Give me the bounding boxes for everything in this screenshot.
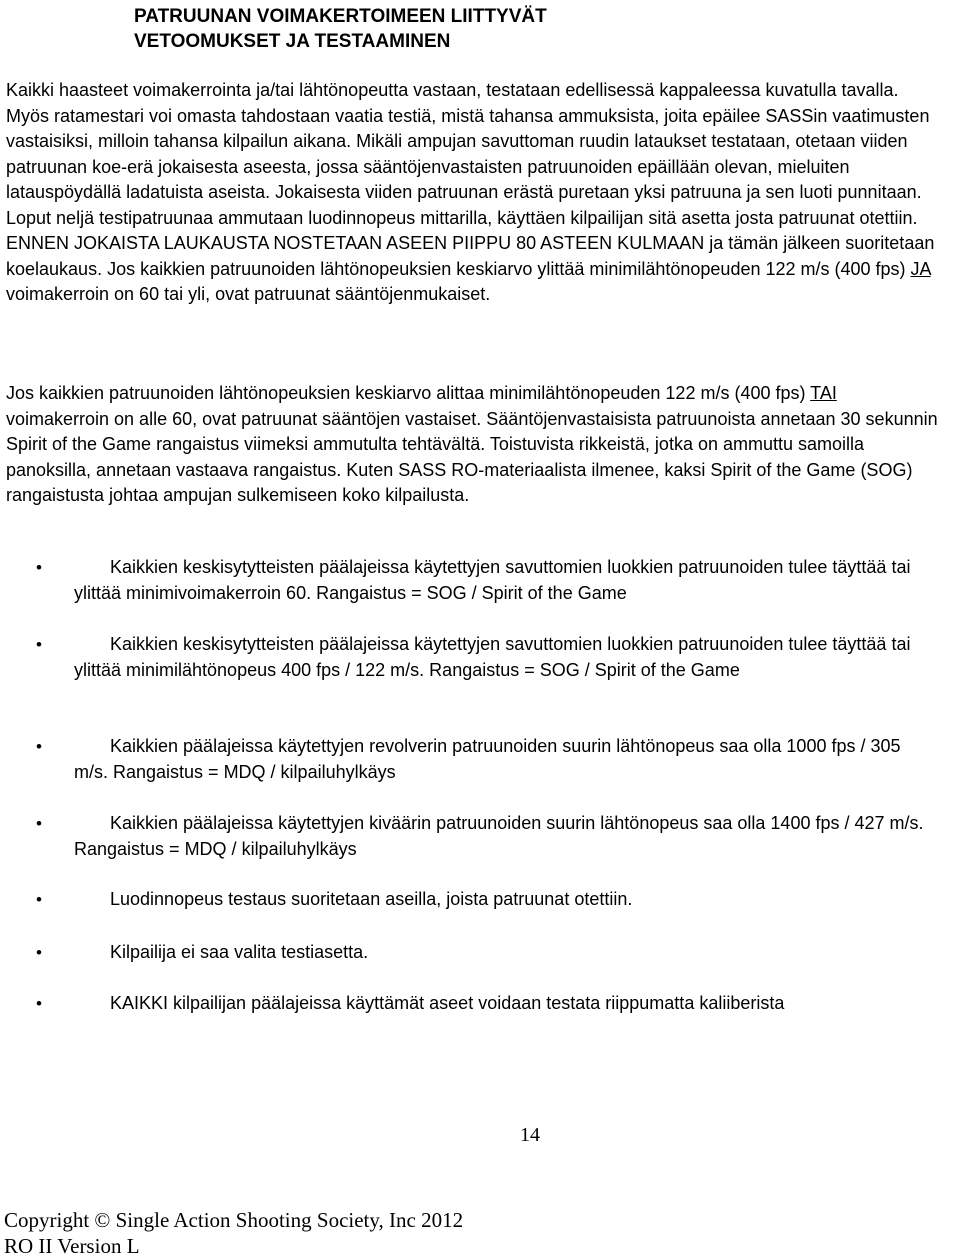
testing-procedure-paragraph (6, 78, 941, 308)
copyright-text: Copyright © Single Action Shooting Society, Inc 2012 (4, 1208, 464, 1232)
bullet-icon: • (36, 737, 42, 756)
penalty-paragraph (6, 381, 941, 509)
bullet-icon: • (36, 635, 42, 654)
title-line-1: PATRUUNAN VOIMAKERTOIMEEN LIITTYVÄT (134, 6, 547, 27)
paragraph1-text-a: Kaikki haasteet voimakerrointa ja/tai lähtönopeutta vastaan, testataan edellisessä kappaleessa kuvatulla tavalla. Myös ratamestari voi omasta tahdostaan vaatia testiä, mistä tahansa ammuksista, joita epäilee SASSin vaatimusten vastaisiksi, milloin tahansa kilpailun aikana. Mikäli ampujan savuttoman ruudin lataukset testataan, otetaan viiden patruunan koe-erä jokaisesta aseesta, jossa sääntöjenvastaisten patruunoiden epäillään olevan, mieluiten latauspöydällä ladatuista aseista. Jokaisesta viiden patruunan erästä puretaan yksi patruuna ja sen luoti punnitaan. Loput neljä testipatruunaa ammutaan luodinnopeus mittarilla, käyttäen kilpailijan sitä asetta josta patruunat otettiin. ENNEN JOKAISTA LAUKAUSTA NOSTETAAN ASEEN PIIPPU 80 ASTEEN KULMAAN ja tämän jälkeen suoritetaan koelaukaus. Jos kaikkien patruunoiden lähtönopeuksien keskiarvo ylittää minimilähtönopeuden 122 m/s (400 fps) (6, 80, 935, 279)
paragraph2-emphasis: TAI (810, 383, 837, 403)
page-number: 14 (520, 1124, 540, 1146)
version-text: RO II Version L (4, 1234, 140, 1258)
footer (4, 1207, 463, 1259)
paragraph2-text-a: Jos kaikkien patruunoiden lähtönopeuksien keskiarvo alittaa minimilähtönopeuden 122 m/s (400 fps) (6, 383, 811, 403)
bullet-icon: • (36, 890, 42, 909)
title-line-2: VETOOMUKSET JA TESTAAMINEN (134, 31, 451, 52)
paragraph2-text-b: voimakerroin on alle 60, ovat patruunat sääntöjen vastaiset. Sääntöjenvastaisista patruunoista annetaan 30 sekunnin Spirit of the Game rangaistus viimeksi ammutulta tehtävältä. Toistuvista rikkeistä, jotka on ammuttu samoilla panoksilla, annetaan vastaava rangaistus. Kuten SASS RO-materiaalista ilmenee, kaksi Spirit of the Game (SOG) rangaistusta johtaa ampujan sulkemiseen koko kilpailusta. (6, 408, 938, 505)
bullet-icon: • (36, 994, 42, 1013)
rule-text: Kaikkien päälajeissa käytettyjen revolverin patruunoiden suurin lähtönopeus saa olla 1000 fps / 305 m/s. Rangaistus = MDQ / kilpailuhylkäys (74, 736, 901, 782)
rule-text: Kilpailija ei saa valita testiasetta. (110, 942, 369, 962)
bullet-icon: • (36, 943, 42, 962)
rule-text: Kaikkien keskisytytteisten päälajeissa käytettyjen savuttomien luokkien patruunoiden tulee täyttää tai ylittää minimilähtönopeus 400 fps / 122 m/s. Rangaistus = SOG / Spirit of the Game (74, 634, 911, 680)
rule-text: Luodinnopeus testaus suoritetaan aseilla, joista patruunat otettiin. (110, 889, 633, 909)
page-title (134, 4, 834, 54)
paragraph1-text-b: voimakerroin on 60 tai yli, ovat patruunat sääntöjenmukaiset. (6, 284, 491, 304)
bullet-icon: • (36, 814, 42, 833)
paragraph1-emphasis: JA (910, 258, 931, 279)
rule-text: Kaikkien päälajeissa käytettyjen kiväärin patruunoiden suurin lähtönopeus saa olla 1400 fps / 427 m/s. Rangaistus = MDQ / kilpailuhylkäys (74, 813, 924, 859)
bullet-icon: • (36, 558, 42, 577)
rule-text: KAIKKI kilpailijan päälajeissa käyttämät aseet voidaan testata riippumatta kaliiberista (110, 993, 785, 1013)
rule-text: Kaikkien keskisytytteisten päälajeissa käytettyjen savuttomien luokkien patruunoiden tulee täyttää tai ylittää minimivoimakerroin 60. Rangaistus = SOG / Spirit of the Game (74, 557, 911, 603)
